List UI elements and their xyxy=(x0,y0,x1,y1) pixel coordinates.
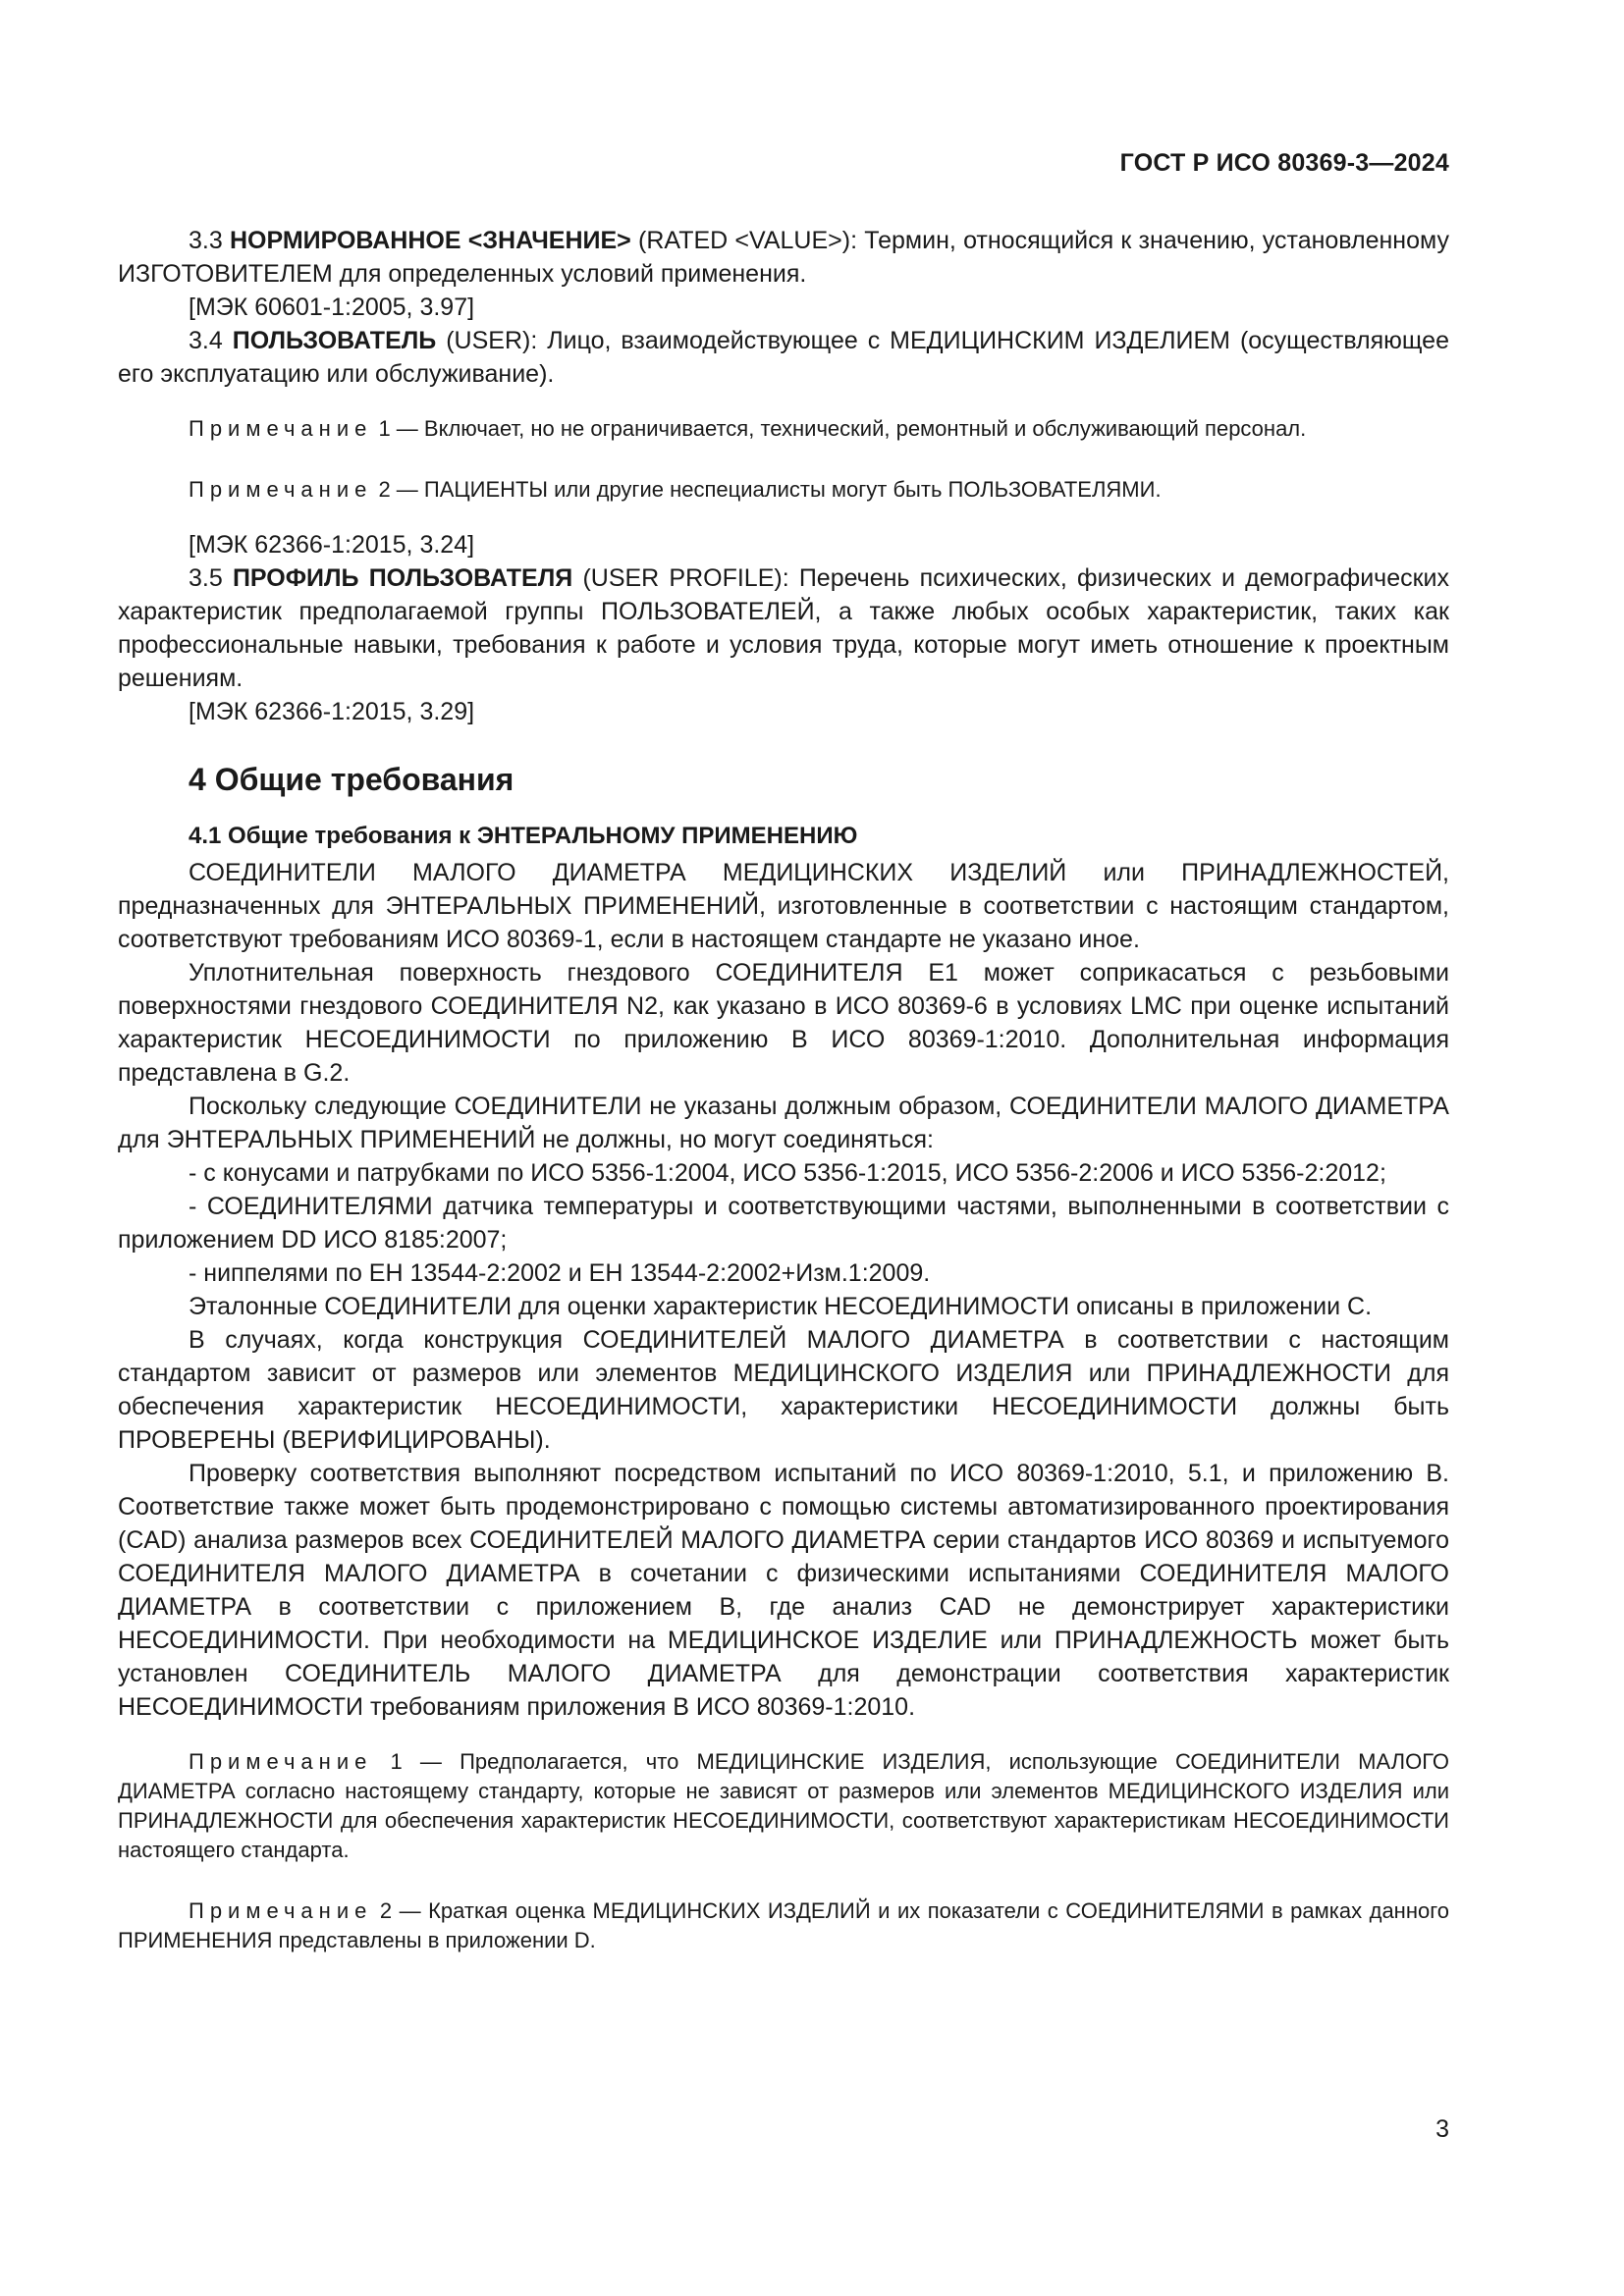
section-title: 4 Общие требования xyxy=(189,762,514,797)
term-source: [МЭК 60601-1:2005, 3.97] xyxy=(189,294,475,321)
term-name: ПРОФИЛЬ ПОЛЬЗОВАТЕЛЯ xyxy=(232,564,573,592)
term-number: 3.3 xyxy=(189,227,223,254)
term-source: [МЭК 62366-1:2015, 3.24] xyxy=(189,531,475,559)
term-3-3 xyxy=(118,224,1449,291)
paragraph: Поскольку следующие СОЕДИНИТЕЛИ не указаны должным образом, СОЕДИНИТЕЛИ МАЛОГО ДИАМЕТРА для ЭНТЕРАЛЬНЫХ ПРИМЕНЕНИЙ не должны, но могут соединяться: xyxy=(118,1093,1449,1153)
note-label: Примечание xyxy=(189,477,373,502)
term-number: 3.4 xyxy=(189,327,223,354)
term-3-5 xyxy=(118,561,1449,695)
note-label: Примечание xyxy=(189,1898,373,1923)
term-name: НОРМИРОВАННОЕ <ЗНАЧЕНИЕ> xyxy=(230,227,631,254)
note-text: 1 — Предполагается, что МЕДИЦИНСКИЕ ИЗДЕЛИЯ, использующие СОЕДИНИТЕЛИ МАЛОГО ДИАМЕТРА согласно настоящему стандарту, которые не зависят от размеров или элементов МЕДИЦИНСКОГО ИЗДЕЛИЯ или ПРИНАДЛЕЖНОСТИ для обеспечения характеристик НЕСОЕДИНИМОСТИ, соответствуют характеристикам НЕСОЕДИНИМОСТИ настоящего стандарта. xyxy=(118,1749,1449,1862)
subsection-title: 4.1 Общие требования к ЭНТЕРАЛЬНОМУ ПРИМЕНЕНИЮ xyxy=(189,823,858,849)
note-1 xyxy=(118,1747,1449,1865)
term-number: 3.5 xyxy=(189,564,223,592)
term-definition: (USER): Лицо, взаимодействующее с МЕДИЦИНСКИМ ИЗДЕЛИЕМ (осуществляющее его эксплуатацию или обслуживание). xyxy=(118,327,1449,388)
note-label: Примечание xyxy=(189,416,373,441)
term-definition: (USER PROFILE): Перечень психических, физических и демографических характеристик предполагаемой группы ПОЛЬЗОВАТЕЛЕЙ, а также любых особых характеристик, таких как профессиональные навыки, требования к работе и условия труда, которые могут иметь отношение к проектным решениям. xyxy=(118,564,1450,692)
list-item: - с конусами и патрубками по ИСО 5356-1:2004, ИСО 5356-1:2015, ИСО 5356-2:2006 и ИСО 5356-2:2012; xyxy=(189,1159,1386,1187)
note-2 xyxy=(118,1896,1449,1955)
term-source: [МЭК 62366-1:2015, 3.29] xyxy=(189,698,475,725)
note-text: 2 — Краткая оценка МЕДИЦИНСКИХ ИЗДЕЛИЙ и их показатели с СОЕДИНИТЕЛЯМИ в рамках данного ПРИМЕНЕНИЯ представлены в приложении D. xyxy=(118,1898,1449,1952)
paragraph: В случаях, когда конструкция СОЕДИНИТЕЛЕЙ МАЛОГО ДИАМЕТРА в соответствии с настоящим стандартом зависит от размеров или элементов МЕДИЦИНСКОГО ИЗДЕЛИЯ или ПРИНАДЛЕЖНОСТИ для обеспечения характеристик НЕСОЕДИНИМОСТИ, характеристики НЕСОЕДИНИМОСТИ должны быть ПРОВЕРЕНЫ (ВЕРИФИЦИРОВАНЫ). xyxy=(118,1326,1449,1454)
paragraph: Уплотнительная поверхность гнездового СОЕДИНИТЕЛЯ E1 может соприкасаться с резьбовыми поверхностями гнездового СОЕДИНИТЕЛЯ N2, как указано в ИСО 80369-6 в условиях LMC при оценке испытаний характеристик НЕСОЕДИНИМОСТИ по приложению B ИСО 80369-1:2010. Дополнительная информация представлена в G.2. xyxy=(118,959,1449,1087)
paragraph: Проверку соответствия выполняют посредством испытаний по ИСО 80369-1:2010, 5.1, и приложению B. Соответствие также может быть продемонстрировано с помощью системы автоматизированного проектирования (CAD) анализа размеров всех СОЕДИНИТЕЛЕЙ МАЛОГО ДИАМЕТРА серии стандартов ИСО 80369 и испытуемого СОЕДИНИТЕЛЯ МАЛОГО ДИАМЕТРА в сочетании с физическими испытаниями СОЕДИНИТЕЛЯ МАЛОГО ДИАМЕТРА в соответствии с приложением B, где анализ CAD не демонстрирует характеристики НЕСОЕДИНИМОСТИ. При необходимости на МЕДИЦИНСКОЕ ИЗДЕЛИЕ или ПРИНАДЛЕЖНОСТЬ может быть установлен СОЕДИНИТЕЛЬ МАЛОГО ДИАМЕТРА для демонстрации соответствия характеристик НЕСОЕДИНИМОСТИ требованиям приложения B ИСО 80369-1:2010. xyxy=(118,1460,1449,1721)
list-item: - СОЕДИНИТЕЛЯМИ датчика температуры и соответствующими частями, выполненными в соответствии с приложением DD ИСО 8185:2007; xyxy=(118,1193,1449,1254)
term-3-4 xyxy=(118,324,1449,391)
list-item: - ниппелями по ЕН 13544-2:2002 и ЕН 13544-2:2002+Изм.1:2009. xyxy=(189,1259,931,1287)
note-label: Примечание xyxy=(189,1749,373,1774)
paragraph: Эталонные СОЕДИНИТЕЛИ для оценки характеристик НЕСОЕДИНИМОСТИ описаны в приложении C. xyxy=(189,1293,1373,1320)
note-text: 2 — ПАЦИЕНТЫ или другие неспециалисты могут быть ПОЛЬЗОВАТЕЛЯМИ. xyxy=(372,477,1162,502)
term-name: ПОЛЬЗОВАТЕЛЬ xyxy=(232,327,437,354)
page-content xyxy=(118,224,1449,1963)
page-number: 3 xyxy=(1435,2115,1449,2143)
note-1 xyxy=(118,414,1449,444)
note-2 xyxy=(118,475,1449,505)
standard-header: ГОСТ Р ИСО 80369-3—2024 xyxy=(1119,149,1449,177)
paragraph: СОЕДИНИТЕЛИ МАЛОГО ДИАМЕТРА МЕДИЦИНСКИХ ИЗДЕЛИЙ или ПРИНАДЛЕЖНОСТЕЙ, предназначенных для ЭНТЕРАЛЬНЫХ ПРИМЕНЕНИЙ, изготовленные в соответствии с настоящим стандартом, соответствуют требованиям ИСО 80369-1, если в настоящем стандарте не указано иное. xyxy=(118,859,1449,953)
note-text: 1 — Включает, но не ограничивается, технический, ремонтный и обслуживающий персонал. xyxy=(372,416,1307,441)
term-definition: (RATED <VALUE>): Термин, относящийся к значению, установленному ИЗГОТОВИТЕЛЕМ для определенных условий применения. xyxy=(118,227,1449,288)
